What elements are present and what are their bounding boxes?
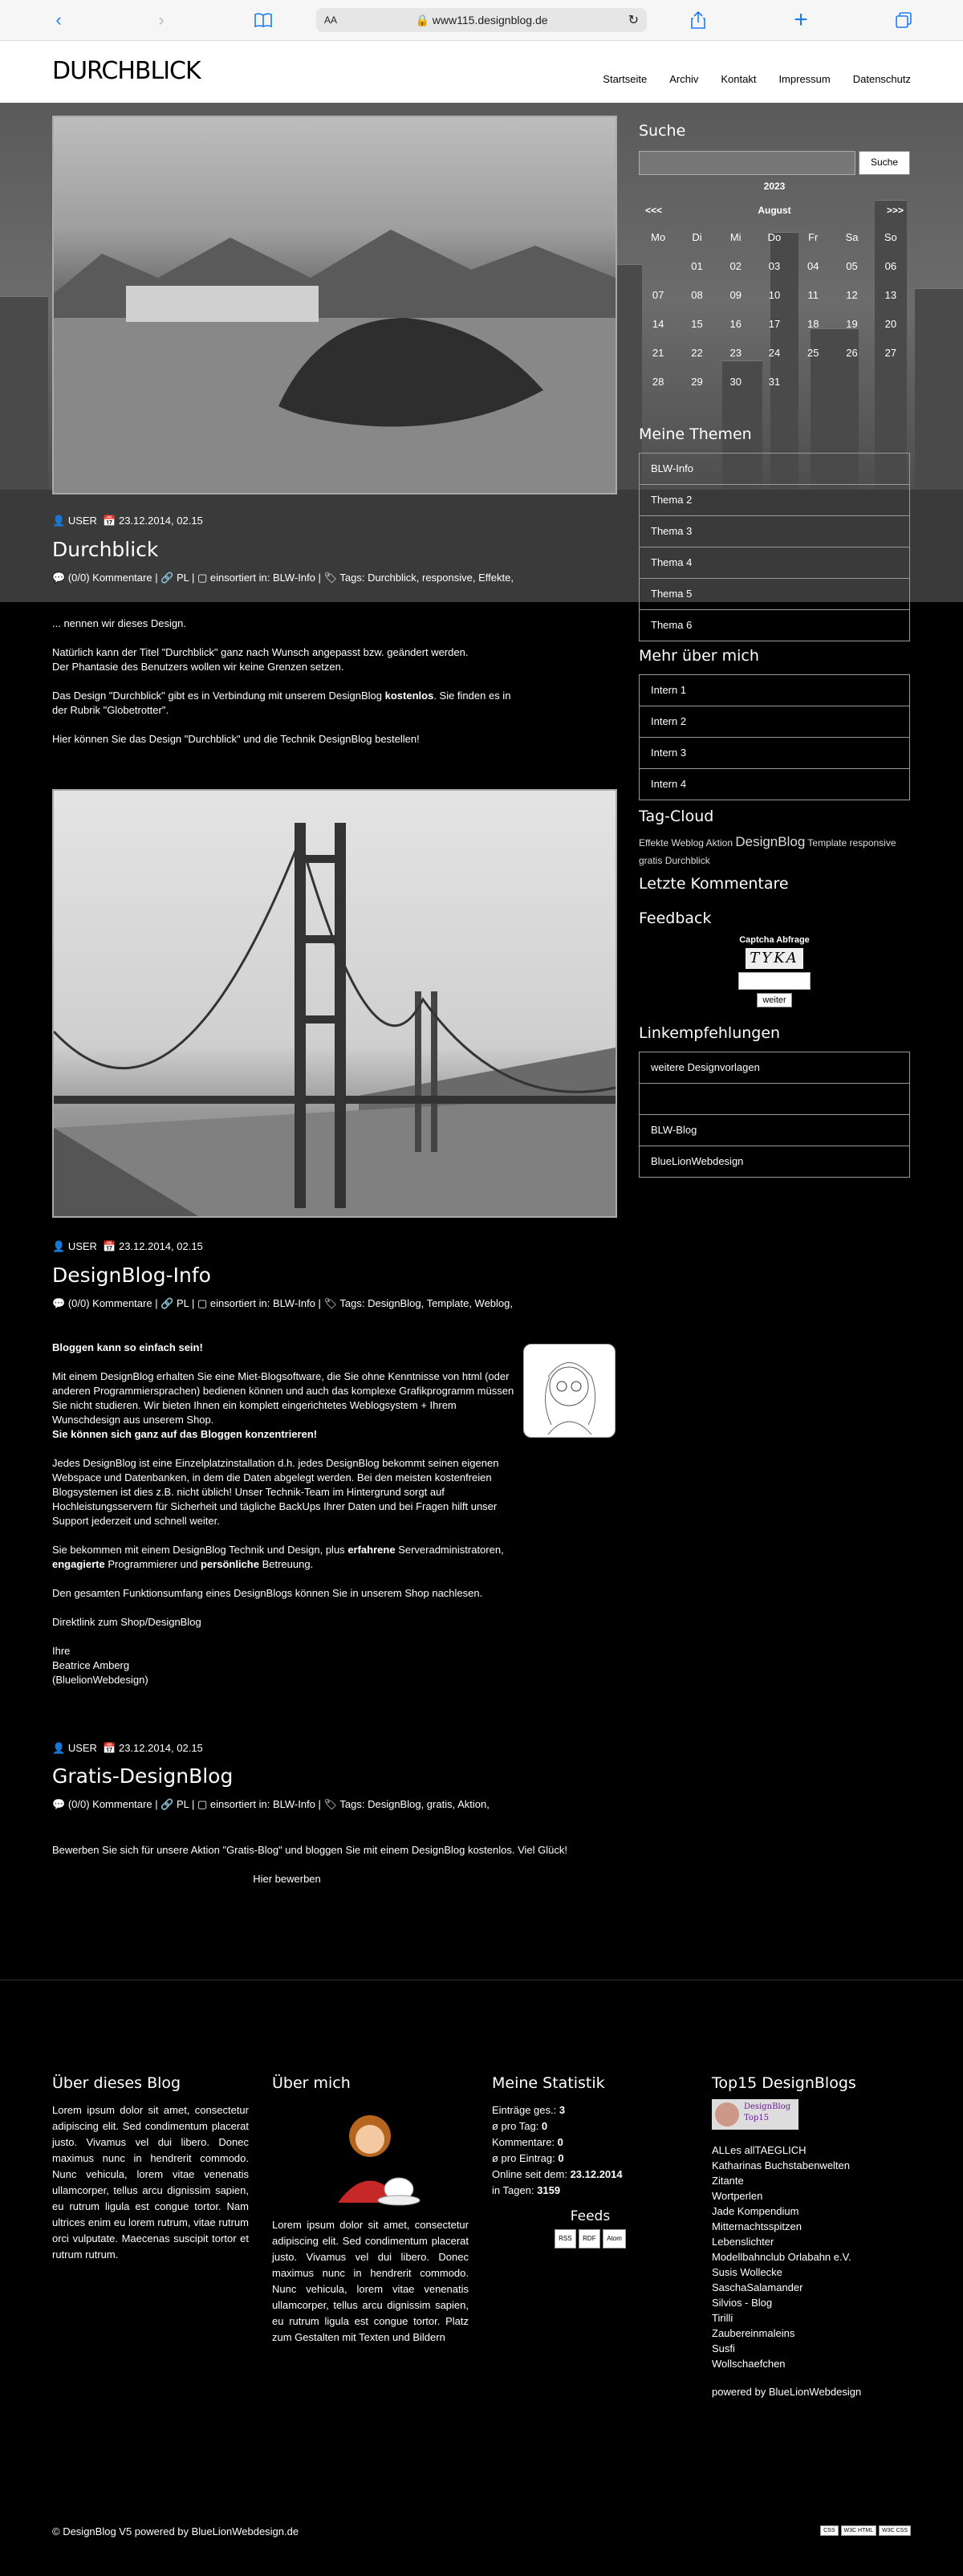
sketch-portrait-image xyxy=(523,1344,616,1438)
calendar-weekday: Mo xyxy=(651,230,666,243)
top15-item[interactable]: ALLes allTAEGLICH xyxy=(712,2144,807,2156)
calendar-day[interactable]: 21 xyxy=(652,346,664,359)
url-value: www115.designblog.de xyxy=(432,14,548,26)
footer-me-text: Lorem ipsum dolor sit amet, consectetur adipiscing elit. Sed condimentum placerat justo. Vivamus vel dui libero. Donec maximus nunc in hendrerit commodo. Nunc vehicula, lorem vitae venenatis ullamcorper, tellus arcu dignissim sapien, eu rutrum ligula est congue tortor. Platz zum Gestalten mit Texten und Bildern xyxy=(272,2219,469,2343)
top15-list xyxy=(712,2143,908,2371)
post-body xyxy=(52,617,522,761)
post-paragraph xyxy=(52,645,522,674)
calendar-weekday: Fr xyxy=(808,230,819,243)
feedback-widget xyxy=(639,910,910,1007)
sidebar-item-intern[interactable]: Intern 4 xyxy=(639,769,910,800)
sidebar-item-link[interactable]: weitere Designvorlagen xyxy=(639,1052,910,1084)
nav-archiv[interactable]: Archiv xyxy=(669,73,699,85)
tag-link[interactable]: Aktion xyxy=(705,837,733,848)
tag-link[interactable]: responsive xyxy=(849,837,896,848)
top15-badge-text: DesignBlog Top15 xyxy=(744,2102,791,2122)
sidebar-item-thema[interactable]: BLW-Info xyxy=(639,453,910,485)
top15-item[interactable]: Zaubereinmaleins xyxy=(712,2327,795,2339)
post-permalink[interactable]: PL xyxy=(176,1798,189,1810)
back-icon[interactable]: ‹ xyxy=(55,10,62,30)
calendar-day[interactable]: 14 xyxy=(652,317,664,330)
new-tab-icon[interactable]: + xyxy=(794,6,808,33)
calendar-day[interactable]: 27 xyxy=(884,346,897,359)
calendar-day[interactable]: 20 xyxy=(884,317,897,330)
stat-row xyxy=(492,2183,689,2199)
footer-about xyxy=(52,2075,249,2263)
reload-icon[interactable]: ↻ xyxy=(628,14,639,27)
stat-label: Online seit dem: xyxy=(492,2168,567,2180)
stat-row xyxy=(492,2102,689,2118)
calendar-table xyxy=(639,222,910,396)
stat-value: 23.12.2014 xyxy=(570,2168,623,2180)
footer-me xyxy=(272,2075,469,2346)
feeds-title: Feeds xyxy=(570,2208,611,2224)
post-paragraph: ... nennen wir dieses Design. xyxy=(52,617,186,629)
calendar-day[interactable]: 03 xyxy=(768,259,781,272)
tabs-icon[interactable] xyxy=(889,6,918,34)
calendar-weekday: So xyxy=(884,230,897,243)
stat-row xyxy=(492,2151,689,2167)
tag-link[interactable]: Durchblick xyxy=(664,855,710,866)
stat-value: 3159 xyxy=(537,2184,561,2196)
post-date: 23.12.2014, 02.15 xyxy=(118,1240,203,1252)
post-text: Mit einem DesignBlog erhalten Sie eine Miet-Blogsoftware, die Sie ohne Kenntnisse von html (oder anderen Programmiersprachen) bedienen können und auch das komplexe Grafikprogramm müssen Sie nicht studieren. Wir bieten Ihnen ein komplett eingerichtetes Weblogsystem + Ihrem Wunschdesign aus unserem Shop. xyxy=(52,1370,514,1426)
post-title[interactable]: Durchblick xyxy=(52,538,159,561)
copyright[interactable]: © DesignBlog V5 powered by BlueLionWebdesign.de xyxy=(52,2525,299,2537)
tag-link[interactable]: Effekte xyxy=(639,837,669,848)
tag-link[interactable]: DesignBlog xyxy=(735,834,806,849)
calendar-widget xyxy=(639,181,910,396)
calendar-day[interactable] xyxy=(872,367,910,396)
top15-item[interactable]: Wortperlen xyxy=(712,2190,763,2202)
captcha-input[interactable] xyxy=(738,972,811,990)
post-text: Das Design "Durchblick" gibt es in Verbindung mit unserem DesignBlog xyxy=(52,690,382,702)
shop-link[interactable]: Direktlink zum Shop/DesignBlog xyxy=(52,1616,201,1628)
post-heading: Bloggen kann so einfach sein! xyxy=(52,1341,203,1353)
post-paragraph xyxy=(52,1543,522,1572)
post-meta-user: 👤 USER 📅 23.12.2014, 02.15 xyxy=(52,1240,203,1252)
comments-widget xyxy=(639,875,910,893)
calendar-day[interactable]: 29 xyxy=(691,375,703,388)
stat-value: 0 xyxy=(541,2120,548,2132)
css-badge[interactable]: CSS xyxy=(820,2525,838,2536)
post-bold-text: Sie können sich ganz auf das Bloggen konzentrieren! xyxy=(52,1428,318,1440)
calendar-day[interactable]: 11 xyxy=(807,288,819,301)
post-bold-text: erfahrene xyxy=(347,1544,396,1556)
stat-label: ø pro Eintrag: xyxy=(492,2152,555,2164)
site-logo[interactable]: DURCHBLICK xyxy=(52,57,201,85)
post-title[interactable]: Gratis-DesignBlog xyxy=(52,1764,234,1788)
apply-link[interactable]: Hier bewerben xyxy=(253,1873,321,1885)
post-image-island xyxy=(52,116,617,494)
signature xyxy=(52,1644,522,1687)
validation-badges xyxy=(820,2525,911,2536)
top15-item[interactable]: Modellbahnclub Orlabahn e.V. xyxy=(712,2251,851,2263)
footer-me-title: Über mich xyxy=(272,2074,351,2092)
mehr-widget xyxy=(639,647,910,800)
bookmarks-icon[interactable] xyxy=(249,6,278,34)
sidebar-item-link[interactable]: BlueLionWebdesign xyxy=(639,1146,910,1178)
stat-value: 3 xyxy=(559,2104,566,2116)
calendar-day[interactable] xyxy=(794,367,832,396)
footer-stats xyxy=(492,2075,689,2248)
post-title[interactable]: DesignBlog-Info xyxy=(52,1264,211,1287)
post-comments-link[interactable]: (0/0) Kommentare xyxy=(67,572,152,584)
calendar-prev[interactable]: <<< xyxy=(645,205,663,216)
calendar-day[interactable]: 01 xyxy=(691,259,703,272)
post-bold-text: persönliche xyxy=(201,1558,259,1570)
post-comments-link[interactable]: (0/0) Kommentare xyxy=(67,1297,152,1309)
post-comments-link[interactable]: (0/0) Kommentare xyxy=(67,1798,152,1810)
captcha-submit-button[interactable]: weiter xyxy=(757,993,791,1007)
post-tags[interactable]: Tags: Durchblick, responsive, Effekte, xyxy=(339,572,514,584)
links-title: Linkempfehlungen xyxy=(639,1024,781,1042)
calendar-day[interactable]: 22 xyxy=(691,346,703,359)
avatar-with-cup xyxy=(272,2102,469,2211)
calendar-day[interactable]: 30 xyxy=(729,375,742,388)
calendar-day[interactable]: 23 xyxy=(729,346,742,359)
post-text: . Sie finden es in der Rubrik "Globetrotter". xyxy=(52,690,511,716)
post-user: USER xyxy=(67,1240,97,1252)
calendar-day[interactable]: 28 xyxy=(652,375,664,388)
sidebar-item-thema[interactable]: Thema 2 xyxy=(639,485,910,516)
tag-link[interactable]: Weblog xyxy=(671,837,704,848)
browser-toolbar xyxy=(0,0,963,41)
nav-startseite[interactable]: Startseite xyxy=(603,73,648,85)
search-widget xyxy=(639,122,910,175)
calendar-day[interactable]: 13 xyxy=(884,288,897,301)
nav-kontakt[interactable]: Kontakt xyxy=(721,73,757,85)
calendar-day[interactable]: 15 xyxy=(691,317,703,330)
stat-label: ø pro Tag: xyxy=(492,2120,539,2132)
calendar-day[interactable]: 05 xyxy=(846,259,858,272)
calendar-day[interactable]: 12 xyxy=(846,288,858,301)
calendar-weekday: Mi xyxy=(729,230,742,243)
captcha-image: TYKA xyxy=(746,948,803,969)
post-meta-user: 👤 USER 📅 23.12.2014, 02.15 xyxy=(52,515,203,527)
stat-row xyxy=(492,2118,689,2134)
rdf-feed-badge[interactable]: RDF xyxy=(579,2229,599,2248)
mehr-list xyxy=(639,674,910,800)
post-text: Natürlich kann der Titel "Durchblick" ganz nach Wunsch angepasst bzw. geändert werden. xyxy=(52,646,469,658)
post-paragraph[interactable]: Hier können Sie das Design "Durchblick" und die Technik DesignBlog bestellen! xyxy=(52,733,420,745)
tag-link[interactable]: gratis xyxy=(639,855,663,866)
feed-badges xyxy=(492,2229,689,2248)
calendar-month: August xyxy=(758,205,791,216)
reader-aa-button[interactable]: AA xyxy=(324,14,338,26)
post-paragraph: Bewerben Sie sich für unsere Aktion "Gratis-Blog" und bloggen Sie mit einem DesignBlog kostenlos. Viel Glück! xyxy=(52,1844,567,1856)
captcha-label: Captcha Abfrage xyxy=(739,935,810,945)
top15-item[interactable]: Silvios - Blog xyxy=(712,2297,773,2309)
footer-top15-title: Top15 DesignBlogs xyxy=(712,2074,856,2092)
footer-stats-title: Meine Statistik xyxy=(492,2074,605,2092)
post-text: Der Phantasie des Benutzers wollen wir keine Grenzen setzen. xyxy=(52,661,344,673)
post-text: Programmierer und xyxy=(108,1558,198,1570)
post-category[interactable]: einsortiert in: BLW-Info xyxy=(209,1798,315,1810)
forward-icon[interactable]: › xyxy=(158,10,165,30)
top15-item[interactable]: Tirilli xyxy=(712,2312,733,2324)
post-bold-text: engagierte xyxy=(52,1558,105,1570)
share-icon[interactable] xyxy=(684,6,713,34)
rss-feed-badge[interactable]: RSS xyxy=(555,2229,575,2248)
post-body xyxy=(52,1341,522,1702)
post-paragraph: Den gesamten Funktionsumfang eines DesignBlogs können Sie in unserem Shop nachlesen. xyxy=(52,1587,483,1599)
top15-item[interactable]: Zitante xyxy=(712,2175,744,2187)
post-bold-text: kostenlos xyxy=(384,690,434,702)
tagcloud xyxy=(639,833,910,869)
mehr-title: Mehr über mich xyxy=(639,647,759,665)
stats-list xyxy=(492,2102,689,2199)
tagcloud-widget xyxy=(639,808,910,869)
post-text: Sie bekommen mit einem DesignBlog Technik und Design, plus xyxy=(52,1544,345,1556)
themen-list xyxy=(639,453,910,641)
w3c-css-badge[interactable]: W3C CSS xyxy=(879,2525,911,2536)
top15-item[interactable]: Jade Kompendium xyxy=(712,2205,799,2217)
calendar-day[interactable]: 06 xyxy=(884,259,897,272)
calendar-weekday: Sa xyxy=(845,230,859,243)
calendar-day[interactable]: 31 xyxy=(768,375,781,388)
w3c-html-badge[interactable]: W3C HTML xyxy=(841,2525,877,2536)
calendar-day[interactable] xyxy=(832,367,871,396)
sidebar-item-link[interactable] xyxy=(639,1084,910,1115)
post-category[interactable]: einsortiert in: BLW-Info xyxy=(209,1297,315,1309)
sidebar-item-thema[interactable]: Thema 5 xyxy=(639,579,910,610)
stat-value: 0 xyxy=(557,2136,563,2148)
sidebar-item-intern[interactable]: Intern 3 xyxy=(639,738,910,769)
search-input[interactable] xyxy=(639,151,855,175)
post-text: Serveradministratoren, xyxy=(398,1544,504,1556)
post-body xyxy=(52,1843,614,1901)
calendar-weekday: Do xyxy=(767,230,782,243)
calendar-day[interactable]: 04 xyxy=(807,259,819,272)
post-meta-line: 💬 (0/0) Kommentare | 🔗 PL | ▢ einsortiert in: BLW-Info | 🏷 Tags: Durchblick, responsive, Effekte, xyxy=(52,572,514,584)
calendar-day[interactable]: 10 xyxy=(768,288,781,301)
stat-label: Einträge ges.: xyxy=(492,2104,557,2116)
top15-item[interactable]: Wollschaefchen xyxy=(712,2358,786,2370)
top15-item[interactable]: Katharinas Buchstabenwelten xyxy=(712,2159,851,2171)
site-header xyxy=(0,41,963,103)
post-category[interactable]: einsortiert in: BLW-Info xyxy=(209,572,315,584)
stat-row xyxy=(492,2167,689,2183)
main-nav xyxy=(603,73,911,85)
sidebar-item-thema[interactable]: Thema 3 xyxy=(639,516,910,547)
calendar-day[interactable]: 08 xyxy=(691,288,703,301)
post-meta-user: 👤 USER 📅 23.12.2014, 02.15 xyxy=(52,1742,203,1754)
sidebar-item-intern[interactable]: Intern 1 xyxy=(639,674,910,706)
top15-badge[interactable] xyxy=(712,2099,798,2130)
calendar-day[interactable]: 26 xyxy=(846,346,858,359)
signature-line: Ihre xyxy=(52,1645,71,1657)
post-tags[interactable]: Tags: DesignBlog, gratis, Aktion, xyxy=(339,1798,490,1810)
footer-about-title: Über dieses Blog xyxy=(52,2074,181,2092)
address-bar[interactable] xyxy=(316,8,647,32)
post-permalink[interactable]: PL xyxy=(176,572,189,584)
post-user: USER xyxy=(67,515,97,527)
calendar-next[interactable]: >>> xyxy=(886,205,904,216)
post-paragraph xyxy=(52,689,522,718)
calendar-year: 2023 xyxy=(763,181,786,192)
links-widget xyxy=(639,1024,910,1178)
calendar-day[interactable]: 18 xyxy=(807,317,819,330)
calendar-day[interactable]: 17 xyxy=(768,317,781,330)
post-date: 23.12.2014, 02.15 xyxy=(118,515,203,527)
comments-title: Letzte Kommentare xyxy=(639,875,789,893)
stat-row xyxy=(492,2134,689,2151)
sidebar-item-link[interactable]: BLW-Blog xyxy=(639,1115,910,1146)
calendar-day[interactable]: 24 xyxy=(768,346,781,359)
calendar-day[interactable]: 02 xyxy=(729,259,742,272)
calendar-day[interactable]: 07 xyxy=(652,288,664,301)
top15-item[interactable]: Susis Wollecke xyxy=(712,2266,782,2278)
post-date: 23.12.2014, 02.15 xyxy=(118,1742,203,1754)
footer-top15 xyxy=(712,2075,908,2400)
post-user: USER xyxy=(67,1742,97,1754)
calendar-weekday: Di xyxy=(692,230,702,243)
top15-item[interactable]: Mitternachtsspitzen xyxy=(712,2220,802,2232)
top15-item[interactable]: SaschaSalamander xyxy=(712,2281,803,2293)
feedback-title: Feedback xyxy=(639,910,712,927)
themen-widget xyxy=(639,425,910,641)
calendar-day[interactable]: 09 xyxy=(729,288,742,301)
nav-impressum[interactable]: Impressum xyxy=(778,73,831,85)
post-meta-line: 💬 (0/0) Kommentare | 🔗 PL | ▢ einsortiert in: BLW-Info | 🏷 Tags: DesignBlog, gratis, Aktion, xyxy=(52,1798,490,1810)
tagcloud-title: Tag-Cloud xyxy=(639,808,714,825)
search-button[interactable]: Suche xyxy=(859,151,910,175)
sidebar-item-intern[interactable]: Intern 2 xyxy=(639,706,910,738)
themen-title: Meine Themen xyxy=(639,425,752,443)
stat-value: 0 xyxy=(558,2152,564,2164)
sidebar-item-thema[interactable]: Thema 4 xyxy=(639,547,910,579)
post-tags[interactable]: Tags: DesignBlog, Template, Weblog, xyxy=(339,1297,513,1309)
calendar-day[interactable]: 19 xyxy=(846,317,858,330)
powered-by[interactable]: powered by BlueLionWebdesign xyxy=(712,2386,862,2398)
url-text: 🔒 www115.designblog.de xyxy=(415,14,548,26)
post-text: Betreuung. xyxy=(262,1558,314,1570)
top15-item[interactable]: Susfi xyxy=(712,2342,735,2354)
signature-line: Beatrice Amberg xyxy=(52,1659,130,1671)
footer-about-text: Lorem ipsum dolor sit amet, consectetur adipiscing elit. Sed condimentum placerat justo. Vivamus vel dui libero. Donec maximus nunc in hendrerit commodo. Nunc vehicula, lorem vitae venenatis ullamcorper, tellus arcu dignissim sapien, eu rutrum ligula est congue tortor. Nam ultrices enim eu lorem rutrum, vitae rutrum orci vulputate. Maecenas suscipit tortor et rutrum rutrum. xyxy=(52,2104,249,2261)
post-image-bridge xyxy=(52,789,617,1218)
post-meta-line: 💬 (0/0) Kommentare | 🔗 PL | ▢ einsortiert in: BLW-Info | 🏷 Tags: DesignBlog, Template, Weblog, xyxy=(52,1297,513,1309)
calendar-day[interactable] xyxy=(639,251,677,280)
atom-feed-badge[interactable]: Atom xyxy=(603,2229,626,2248)
sidebar-item-thema[interactable]: Thema 6 xyxy=(639,610,910,641)
post-permalink[interactable]: PL xyxy=(176,1297,189,1309)
calendar-day[interactable]: 16 xyxy=(729,317,742,330)
signature-line: (BluelionWebdesign) xyxy=(52,1674,148,1686)
stat-label: Kommentare: xyxy=(492,2136,555,2148)
stat-label: in Tagen: xyxy=(492,2184,534,2196)
links-list xyxy=(639,1052,910,1178)
post-paragraph: Jedes DesignBlog ist eine Einzelplatzinstallation d.h. jedes DesignBlog bekommt seinen eigenen Webspace und Datenbanken, in dem die Daten abgelegt werden. Bei den meisten kostenfreien Blogsystemen ist dies z.B. nicht üblich! Unser Technik-Team im Hintergrund sorgt auf Hochleistungsservern für Sicherheit und tägliche BackUps Ihrer Daten und bei Fragen hilft unser Support jederzeit und schnell weiter. xyxy=(52,1457,499,1527)
nav-datenschutz[interactable]: Datenschutz xyxy=(852,73,911,85)
search-title: Suche xyxy=(639,122,686,140)
tag-link[interactable]: Template xyxy=(807,837,847,848)
top15-item[interactable]: Lebenslichter xyxy=(712,2236,774,2248)
calendar-day[interactable]: 25 xyxy=(807,346,819,359)
